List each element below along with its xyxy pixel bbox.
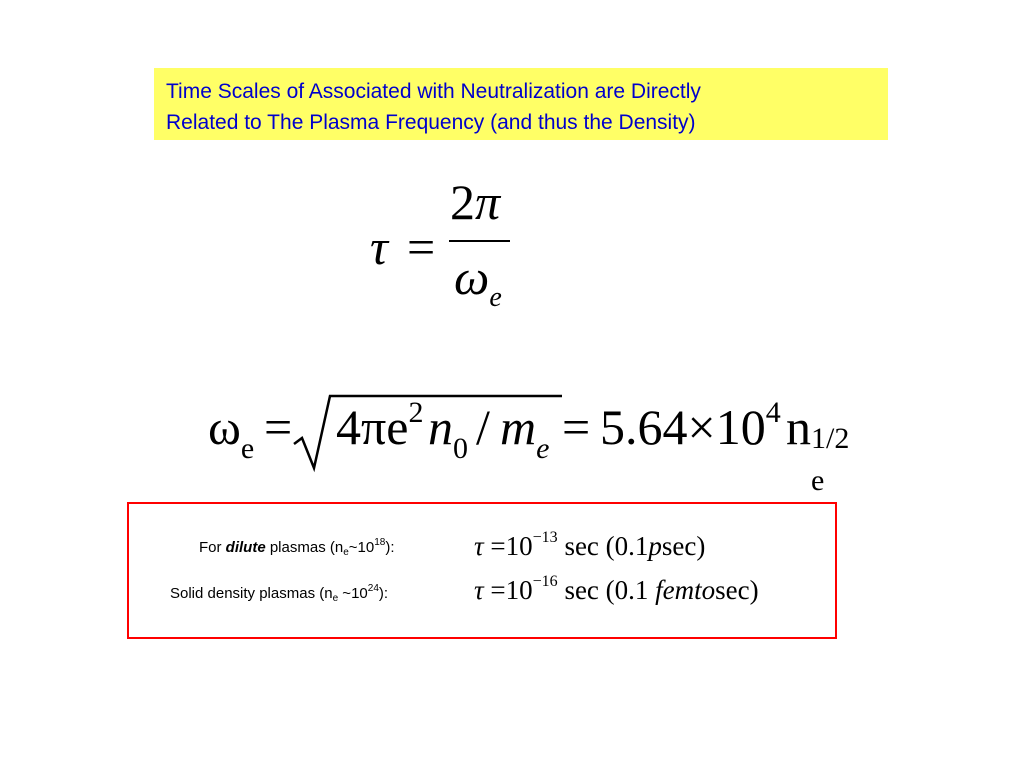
me-term: [500, 398, 550, 465]
numerator-pi: π: [475, 174, 501, 230]
title-line-2: Related to The Plasma Frequency (and thus the Density): [166, 111, 696, 134]
denominator-sub: e: [489, 282, 502, 313]
label-suffix: ):: [378, 585, 389, 602]
label-sub: e: [332, 593, 339, 604]
n0-symbol: n: [428, 399, 453, 455]
unit-end: sec): [661, 531, 706, 561]
ne-symbol: n: [786, 399, 811, 455]
label-sup: 18: [374, 537, 386, 548]
omega-sub: e: [240, 432, 255, 465]
prefix-word: p: [648, 531, 662, 561]
label-tilde: ~10: [348, 539, 375, 556]
base: 10: [505, 531, 533, 561]
tau-symbol: τ: [474, 575, 484, 605]
equation-tau: [370, 174, 530, 315]
title-line-1: Time Scales of Associated with Neutralization are Directly: [166, 80, 701, 103]
m-sub: e: [536, 432, 550, 465]
ne-term: n 1/2 e: [786, 399, 850, 497]
title-box: [154, 68, 888, 140]
coefficient-sup: 4: [765, 396, 781, 429]
fraction-bar: [449, 240, 510, 242]
label-sup: 24: [367, 583, 379, 594]
exponent: −16: [532, 573, 558, 590]
dilute-plasma-label: [199, 539, 395, 556]
n0-term: [428, 398, 468, 465]
label-prefix: Solid density plasmas (n: [170, 585, 333, 602]
equals-sign-1: =: [264, 399, 293, 455]
examples-box: [127, 502, 837, 639]
numerator: [450, 173, 500, 231]
solid-plasma-label: [170, 585, 388, 602]
equals-sign: =: [490, 531, 506, 561]
label-tilde: ~10: [338, 585, 368, 602]
omega-symbol: ω: [208, 399, 241, 455]
dilute-tau-equation: [474, 531, 705, 562]
equals-sign-2: =: [562, 399, 591, 455]
exponent: −13: [532, 529, 558, 546]
numerator-coef: 2: [450, 174, 475, 230]
root-term-base: 4πe: [336, 399, 409, 455]
coefficient-base: 5.64×10: [600, 399, 766, 455]
unit: sec (0.1: [557, 575, 656, 605]
base: 10: [505, 575, 533, 605]
prefix-word: femto: [655, 575, 716, 605]
equals-sign: =: [490, 575, 506, 605]
label-sub: e: [343, 547, 349, 558]
label-prefix: For: [199, 539, 226, 556]
equals-sign: =: [407, 219, 436, 275]
label-suffix: ):: [385, 539, 395, 556]
solid-tau-equation: [474, 575, 759, 606]
coefficient: [600, 398, 781, 456]
label-emph: dilute: [225, 539, 266, 556]
label-mid: plasmas (n: [265, 539, 344, 556]
unit: sec (0.1: [557, 531, 649, 561]
root-term: [336, 398, 423, 456]
tau-symbol: τ: [474, 531, 484, 561]
unit-end: sec): [715, 575, 759, 605]
omega-lhs: [208, 398, 255, 465]
denominator: [454, 248, 502, 314]
root-term-sup: 2: [408, 396, 424, 429]
denominator-omega: ω: [454, 249, 490, 305]
tau-symbol: τ: [370, 219, 388, 275]
slash: /: [476, 399, 490, 455]
n0-sub: 0: [453, 432, 468, 465]
equation-omega: [208, 384, 858, 497]
m-symbol: m: [500, 399, 537, 455]
